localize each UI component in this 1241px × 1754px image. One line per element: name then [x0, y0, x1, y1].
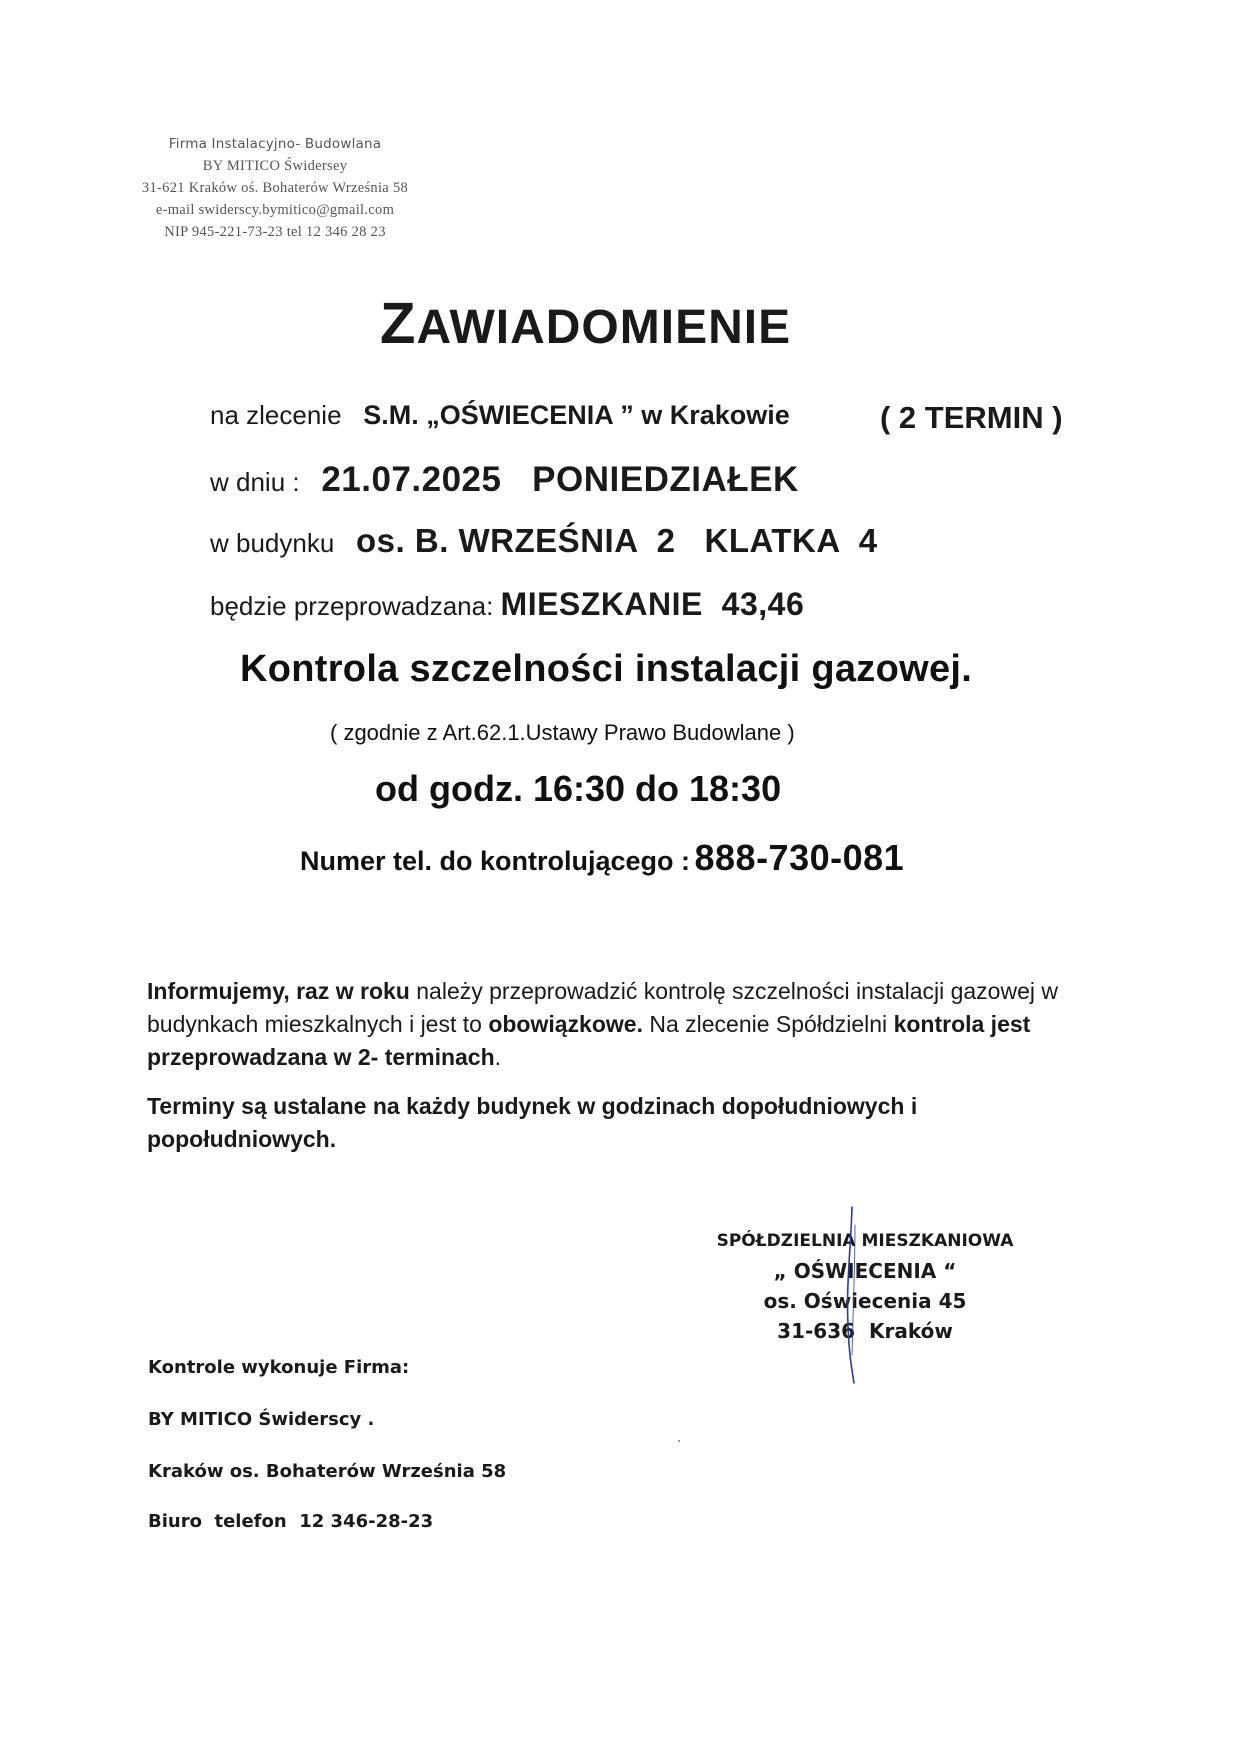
- info-bold-2: obowiązkowe.: [488, 1011, 643, 1037]
- inspection-subject: Kontrola szczelności instalacji gazowej.: [240, 648, 973, 690]
- building-value: os. B. WRZEŚNIA 2 KLATKA 4: [356, 522, 878, 559]
- contractor-office-phone: Biuro telefon 12 346-28-23: [148, 1511, 434, 1532]
- letterhead-nip-phone: NIP 945-221-73-23 tel 12 346 28 23: [164, 224, 386, 240]
- cooperative-postal-city: 31-636 Kraków: [777, 1319, 953, 1343]
- title-first-letter: Z: [380, 291, 417, 356]
- contractor-name: BY MITICO Świderscy .: [148, 1409, 375, 1430]
- document-title: [380, 290, 791, 357]
- signature-stroke: [838, 1205, 868, 1385]
- cooperative-street: os. Oświecenia 45: [763, 1289, 967, 1313]
- info-text-1: należy przeprowadzić kontrolę szczelności instalacji gazowej w budynkach mieszkalnych i jest to: [147, 978, 1058, 1037]
- contractor-heading: Kontrole wykonuje Firma:: [148, 1357, 410, 1378]
- inspector-phone-label: Numer tel. do kontrolującego :: [300, 846, 691, 876]
- order-value: S.M. „OŚWIECENIA ” w Krakowie: [363, 400, 790, 430]
- date-row: [210, 460, 799, 500]
- letterhead-company-name: BY MITICO Świdersey: [202, 158, 348, 174]
- info-text-3: .: [494, 1044, 502, 1070]
- letterhead-email: e-mail swiderscy.bymitico@gmail.com: [155, 202, 395, 218]
- building-row: [210, 522, 878, 560]
- legal-note: ( zgodnie z Art.62.1.Ustawy Prawo Budowlane ): [330, 720, 795, 745]
- letterhead: [75, 133, 475, 243]
- date-label: w dniu :: [210, 467, 300, 497]
- scan-speck: [678, 1440, 680, 1442]
- info-text-2: Na zlecenie Spółdzielni: [642, 1011, 894, 1037]
- cooperative-name: SPÓŁDZIELNIA MIESZKANIOWA: [716, 1231, 1014, 1251]
- apartment-label: będzie przeprowadzana:: [210, 591, 494, 621]
- cooperative-quoted-name: „ OŚWIECENIA “: [773, 1259, 957, 1283]
- contractor-address: Kraków os. Bohaterów Września 58: [148, 1461, 507, 1482]
- building-label: w budynku: [210, 528, 335, 558]
- apartment-value: MIESZKANIE 43,46: [500, 586, 805, 622]
- schedule-paragraph: Terminy są ustalane na każdy budynek w godzinach dopołudniowych i popołudniowych.: [147, 1093, 918, 1152]
- letterhead-address: 31-621 Kraków oś. Bohaterów Września 58: [141, 180, 409, 196]
- info-bold-1: Informujemy, raz w roku: [147, 978, 410, 1004]
- date-value: 21.07.2025 PONIEDZIAŁEK: [321, 460, 799, 499]
- inspection-hours: od godz. 16:30 do 18:30: [375, 768, 782, 809]
- order-label: na zlecenie: [210, 400, 342, 430]
- info-paragraph: [147, 975, 1097, 1074]
- apartment-row: [210, 586, 804, 623]
- title-rest: AWIADOMIENIE: [416, 301, 792, 354]
- inspector-phone-number: 888-730-081: [694, 837, 905, 878]
- letterhead-company-type: Firma Instalacyjno- Budowlana: [168, 136, 382, 152]
- info-bold-3: kontrola jest przeprowadzana w 2- terminach: [147, 1011, 1031, 1070]
- inspector-phone-row: [300, 837, 904, 879]
- order-row: [210, 400, 790, 431]
- term-badge: ( 2 TERMIN ): [880, 400, 1063, 435]
